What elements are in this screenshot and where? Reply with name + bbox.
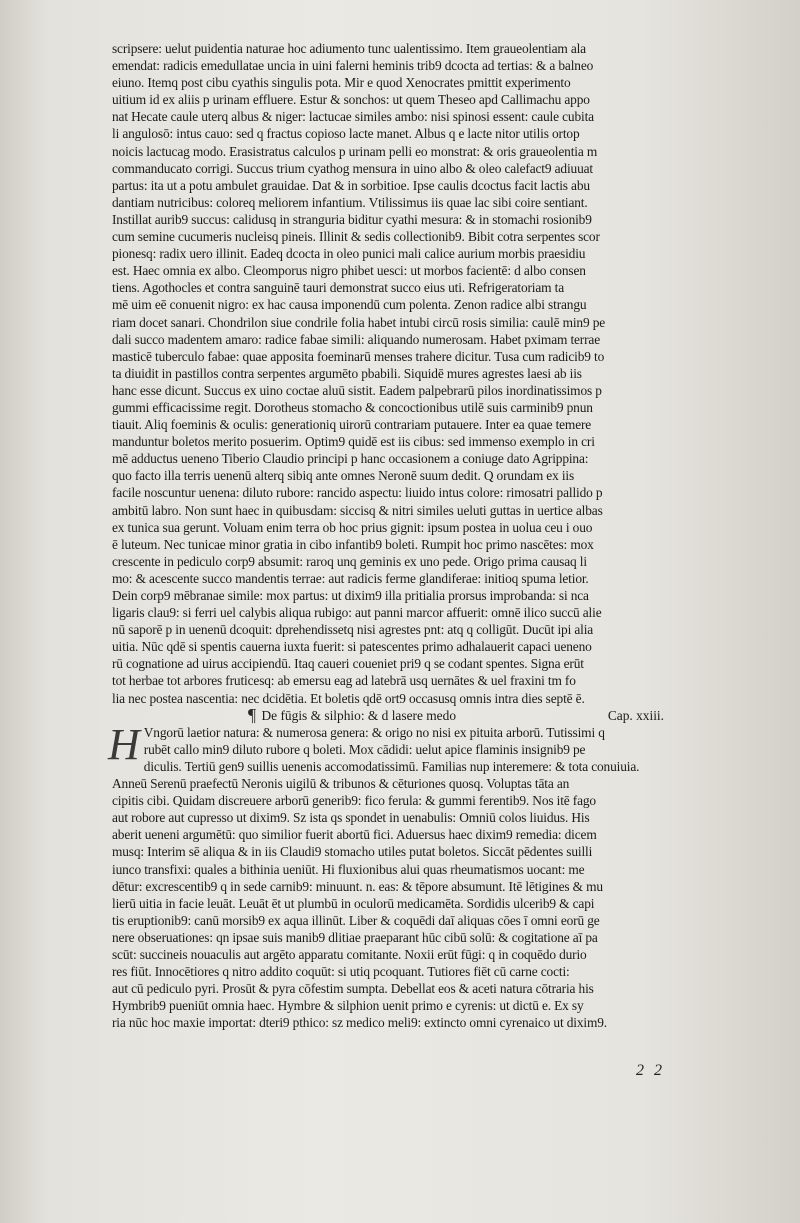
text-line: mē adductus ueneno Tiberio Claudio principi p hanc occasionem a coniuge dato Agrippina: bbox=[112, 451, 589, 467]
chapter-text-part-2 bbox=[108, 719, 684, 1032]
text-line: pionesq: radix uero illinit. Eadeq dcocta in oleo punici mali calice aurium morbis praesidiu bbox=[112, 246, 586, 262]
text-line: est. Haec omnia ex albo. Cleomporus nigro phibet uesci: ut morbos facientē: d albo consen bbox=[112, 263, 586, 279]
text-line: ē luteum. Nec tunicae minor gratia in cibo infantib9 boleti. Rumpit hoc primo nascētes: mox bbox=[112, 536, 594, 552]
text-line: tis eruptionib9: canū morsib9 ex aqua illinūt. Liber & coquēdi daī aliquas cōes ī omni eorū ge bbox=[112, 912, 600, 928]
text-line: ambitū labro. Non sunt haec in quibusdam: siccisq & nitri similes ueluti guttas in uertice albas bbox=[112, 502, 603, 518]
text-line: dantiam nutricibus: coloreq meliorem infantium. Vtilissimus iis quae lac sibi coire sentiant. bbox=[112, 194, 588, 210]
text-line: hanc esse dicunt. Succus ex uino coctae aluū sistit. Eadem palpebrarū pilos inordinatissimos p bbox=[112, 382, 602, 398]
text-line: gummi efficacissime regit. Dorotheus stomacho & concoctionibus utilē suis carminib9 pnun bbox=[112, 399, 593, 415]
text-line: nere obseruationes: qn ipsae suis manib9 dlitiae praeparant hūc cibū solū: & cogitatione aī pa bbox=[112, 929, 598, 945]
text-line: commanducato corrigi. Succus trium cyathog mensura in uino albo & oleo calefact9 adiuuat bbox=[112, 160, 593, 176]
text-column bbox=[108, 40, 684, 1031]
text-line: mē uim eē conuenit nigro: ex hac causa imponendū cum polenta. Zenon radice albi strangu bbox=[112, 297, 587, 313]
text-line: res fiūt. Innocētiores q nitro addito coquūt: si utiq pcoquant. Tutiores fiēt cū carne cocti: bbox=[112, 964, 570, 980]
text-line: Instillat aurib9 succus: calidusq in stranguria biditur cyathi mesura: & in stomachi rosionib9 bbox=[112, 211, 592, 227]
text-line: crescente in pediculo corp9 absumit: raroq unq geminis ex uno pede. Origo prima causaq li bbox=[112, 553, 587, 569]
text-line: iunco transfixi: quales a bithinia ueniūt. Hi fluxionibus alui quas rheumatismos uocant: me bbox=[112, 861, 585, 877]
pilcrow-mark: ¶ bbox=[248, 704, 257, 725]
text-line: emendat: radicis emedullatae uncia in uini falerni heminis trib9 dcocta ad tertias: & a balneo bbox=[112, 58, 594, 74]
text-line: uitia. Nūc qdē si spentis cauerna iuxta fuerit: si patescentes primo adhalauerit capaci ueneno bbox=[112, 639, 592, 655]
text-line: nat Hecate caule uterq albus & niger: lactucae similes ambo: nisi spinosi essent: caule cubita bbox=[112, 109, 594, 125]
folio-number: 2 2 bbox=[636, 1062, 665, 1079]
text-line: scūt: succineis nouaculis aut argēto apparatu comitante. Noxii erūt fūgi: q in coquēdo durio bbox=[112, 946, 587, 962]
text-line: rū cognatione ad uirus accipiendū. Itaq caueri coueniet pri9 q se codant spentes. Signa erūt bbox=[112, 656, 584, 672]
text-line: Hymbrib9 pueniūt omnia haec. Hymbre & silphion uenit primo e cyrenis: ut dictū e. Ex sy bbox=[112, 998, 584, 1014]
text-line: Anneū Serenū praefectū Neronis uigilū & tribunos & cēturiones quosq. Voluptas tāta an bbox=[112, 776, 570, 792]
text-line: lia nec postea nascentia: nec dcidētia. Et boletis qdē ort9 occasusq omnis intra dies septē ē. bbox=[112, 690, 585, 706]
text-line: ex tunica sua gerunt. Voluam enim terra ob hoc prius gignit: ipsum postea in uolua ceu i ouo bbox=[112, 519, 593, 535]
text-line: lierū uitia in facie leuāt. Leuāt ēt ut plumbū in oculorū medicamēta. Sordidis ulcerib9 & capi bbox=[112, 895, 595, 911]
text-line: nū saporē p in uenenū dcoquit: dprehendissetq nisi agrestes pnt: atq q colligūt. Ducūt ipi alia bbox=[112, 622, 594, 638]
text-line: aberit ueneni argumētū: quo similior fuerit abortū fici. Aduersus haec dixim9 remedia: dicem bbox=[112, 827, 597, 843]
text-line: scripsere: uelut puidentia naturae hoc adiumento tunc ualentissimo. Item graueolentiam ala bbox=[112, 41, 586, 56]
text-line: masticē tuberculo fabae: quae apposita foeminarū menses trahere dicitur. Tusa cum radicib9 to bbox=[112, 348, 605, 364]
text-line: rubēt callo min9 diluto rubore q boleti. Mox cādidi: uelut apice flaminis insignib9 pe bbox=[143, 741, 586, 757]
text-line: uitium id ex aliis p urinam effluere. Estur & sonchos: ut quem Theseo apd Callimachu appo bbox=[112, 92, 590, 108]
text-line: noicis lactucag modo. Erasistratus calculos p urinam pelli eo monstrat: & oris graueolentia m bbox=[112, 143, 598, 159]
text-line: musq: Interim sē aliqua & in iis Claudi9 stomacho utiles putat boletos. Siccāt pēdentes suilli bbox=[112, 844, 593, 860]
text-line: partus: ita ut a potu ambulet grauidae. Dat & in sorbitioe. Ipse caulis dcoctus facit lactis abu bbox=[112, 177, 590, 193]
text-line: diculis. Tertiū gen9 suillis uenenis accomodatissimū. Familias nup interemere: & tota conuiuia. bbox=[143, 758, 640, 774]
text-line: manduntur boletos merito posuerim. Optim9 quidē est iis cibus: sed immenso exemplo in cri bbox=[112, 434, 595, 450]
text-line: li angulosō: intus cauo: sed q fractus copioso lacte manet. Albus q e lacte nitor utilis ortop bbox=[112, 126, 580, 142]
chapter-text-part-1 bbox=[112, 40, 684, 707]
text-line: ria nūc hoc maxie importat: dteri9 pthico: sz medico meli9: extincto omni cyrenaico ut dixim9. bbox=[112, 1015, 607, 1031]
text-line: aut robore aut cupresso ut dixim9. Sz ista qs spondet in uenabulis: Omniū colos liuidus. His bbox=[112, 810, 590, 826]
text-line: cipitis cibi. Quidam discreuere arborū generib9: fico ferula: & gummi ferentib9. Nos itē fago bbox=[112, 793, 596, 809]
text-line: quo facto illa terris uenenū alterq sibiq ante omnes Neronē suum dedit. Q orundam ex iis bbox=[112, 468, 575, 484]
text-line: dali succo madentem amaro: radice fabae simili: aliquando numerosam. Habet pximam terrae bbox=[112, 331, 601, 347]
chapter-number: Cap. xxiii. bbox=[607, 707, 664, 723]
decorated-initial: H bbox=[108, 719, 140, 769]
chapter-heading bbox=[112, 704, 684, 725]
text-line: Dein corp9 mēbranae simile: mox partus: ut dixim9 illa pritialia prorsus improbanda: si nca bbox=[112, 588, 589, 603]
text-line: riam docet sanari. Chondrilon siue condrile folia habet intubi circū rosis similia: caulē min9 pe bbox=[112, 314, 606, 330]
text-line: tiens. Agothocles et contra sanguinē tauri demonstrat succo eius uti. Refrigeratoriam ta bbox=[112, 280, 564, 296]
text-line: cum semine cucumeris nucleisq pineis. Illinit & sedis collectionib9. Bibit cotra serpentes scor bbox=[112, 229, 600, 245]
text-line: dētur: excrescentib9 q in sede carnib9: minuunt. n. eas: & tēpore absumunt. Itē lētigines & mu bbox=[112, 878, 603, 894]
text-line: ta diuidit in pastillos contra serpentes argumēto pbabili. Siquidē mures agrestes laesi ab iis bbox=[112, 365, 582, 381]
text-line: tot herbae tot arbores fruticesq: ab emersu eag ad latebrā usq uernātes & uel fraxini tm fo bbox=[112, 673, 576, 689]
chapter-title: De fūgis & silphio: & d lasere medo bbox=[261, 707, 457, 723]
text-line: ligaris clau9: si ferri uel calybis aliqua rubigo: aut panni marcor affuerit: omnē ilico succū alie bbox=[112, 605, 602, 621]
text-line: facile noscuntur uenena: diluto rubore: rancido aspectu: liuido intus colore: rimosatri pallido p bbox=[112, 485, 603, 501]
text-line: eiuno. Itemq post cibu cyathis singulis pota. Mir e quod Xenocrates pmittit experimento bbox=[112, 75, 571, 91]
text-line: aut cū pediculo pyri. Prosūt & pyra cōfestim sumpta. Debellat eos & aceti natura cōtraria his bbox=[112, 981, 594, 997]
text-line: tiauit. Aliq foeminis & oculis: generationiq uirorū contrariam putauere. Inter ea quae temere bbox=[112, 417, 592, 433]
text-line: Vngorū laetior natura: & numerosa genera: & origo no nisi ex pituita arborū. Tutissimi q bbox=[143, 724, 605, 740]
text-line: mo: & acescente succo mandentis terrae: aut radicis ferme glandiferae: initioq spuma letior. bbox=[112, 570, 589, 586]
